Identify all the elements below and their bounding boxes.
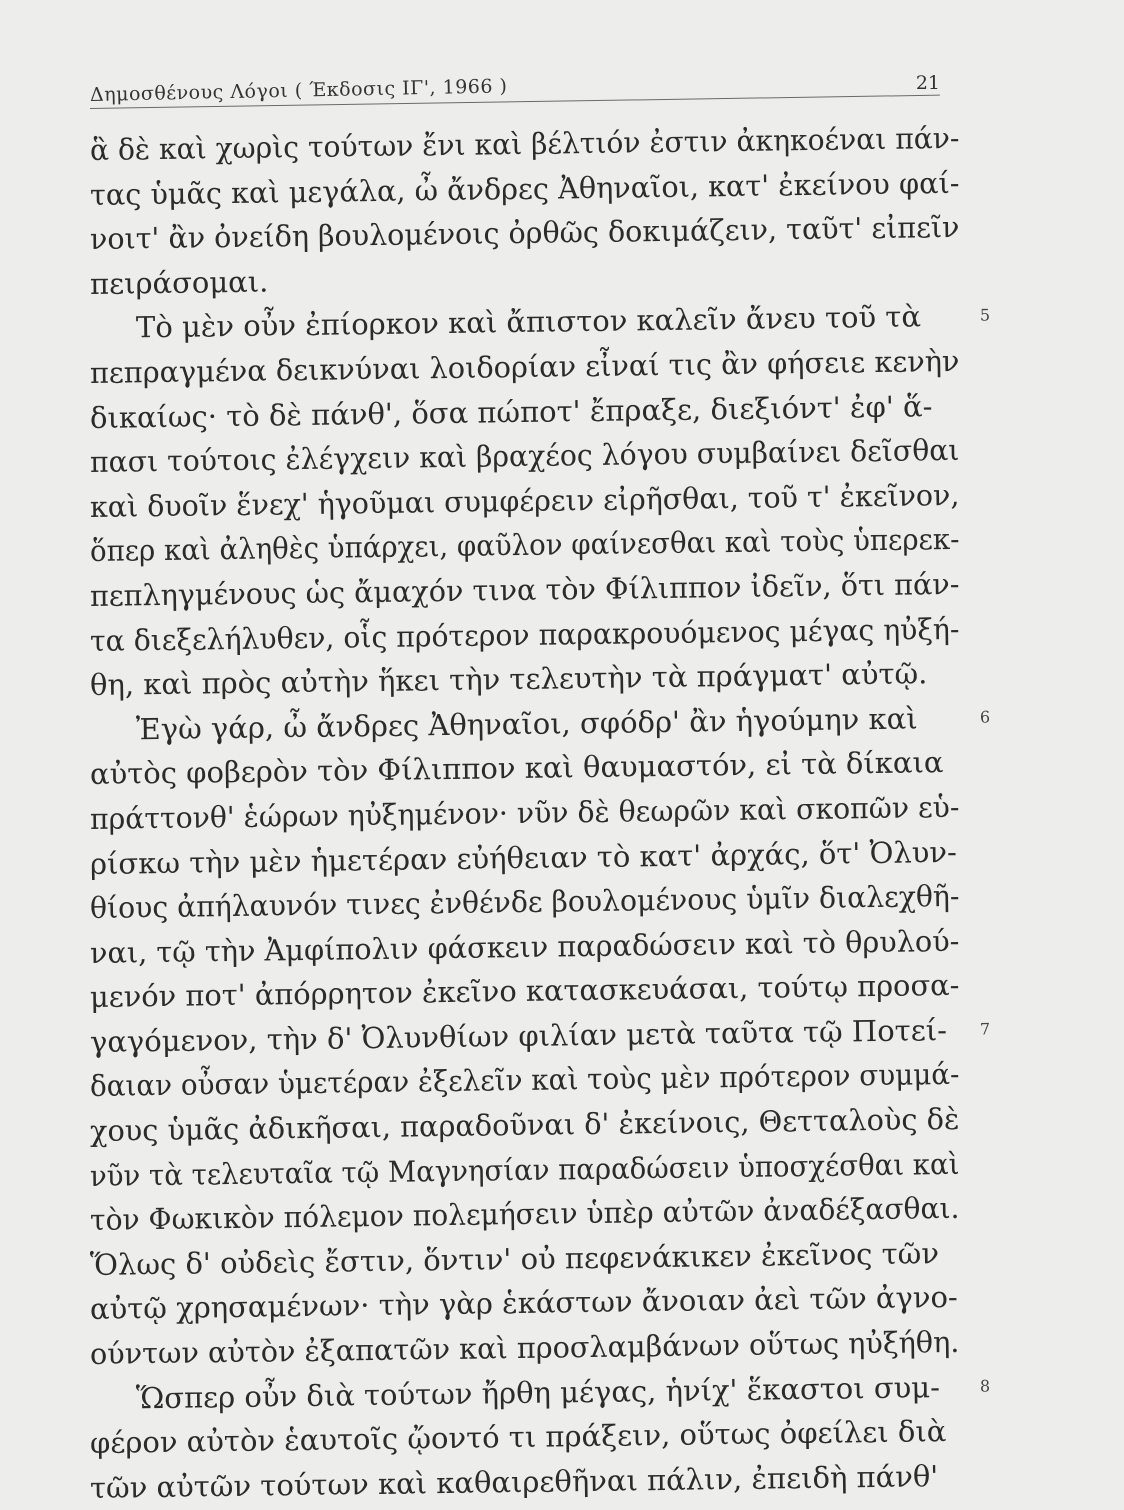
line-text: τῶν αὐτῶν τούτων καὶ καθαιρεθῆναι πάλιν, ἐπειδὴ πάνθ' [89,1458,939,1505]
line-text: πράττονθ' ἑώρων ηὐξημένον· νῦν δὲ θεωρῶν καὶ σκοπῶν εὑ- [89,789,960,836]
page-number: 21 [915,72,940,94]
line-text: αὐτὸς φοβερὸν τὸν Φίλιππον καὶ θαυμαστόν, εἰ τὰ δίκαια [89,745,944,792]
line-text: τὸν Φωκικὸν πόλεμον πολεμήσειν ὑπὲρ αὐτῶν ἀναδέξασθαι. [89,1191,960,1238]
line-text: Ἐγὼ γάρ, ὦ ἄνδρες Ἀθηναῖοι, σφόδρ' ἂν ἡγούμην καὶ [135,701,918,747]
line-text: δικαίως· τὸ δὲ πάνθ', ὅσα πώποτ' ἔπραξε, διεξιόντ' ἐφ' ἅ- [89,388,933,435]
line-text: ὅπερ καὶ ἀληθὲς ὑπάρχει, φαῦλον φαίνεσθαι καὶ τοὺς ὑπερεκ- [89,522,960,569]
line-text: τα διεξελήλυθεν, οἷς πρότερον παρακρουόμενος μέγας ηὐξή- [89,611,960,658]
line-text: γαγόμενον, τὴν δ' Ὀλυνθίων φιλίαν μετὰ ταῦτα τῷ Ποτεί- [89,1012,948,1059]
line-text: πεπληγμένους ὡς ἄμαχόν τινα τὸν Φίλιππον ἰδεῖν, ὅτι πάν- [89,566,960,613]
line-text: Ὅλως δ' οὐδεὶς ἔστιν, ὅντιν' οὐ πεφενάκικεν ἐκεῖνος τῶν [89,1235,940,1282]
line-text: μενόν ποτ' ἀπόρρητον ἐκεῖνο κατασκευάσαι, τούτῳ προσα- [89,968,960,1015]
running-head [90,70,940,110]
line-text: καὶ δυοῖν ἕνεχ' ἡγοῦμαι συμφέρειν εἰρῆσθαι, τοῦ τ' ἐκεῖνον, [89,477,960,524]
line-text: πειράσομαι. [89,264,269,301]
line-text: θίους ἀπήλαυνόν τινες ἐνθένδε βουλομένους ὑμῖν διαλεχθῆ- [89,878,960,926]
section-number: 5 [979,305,991,325]
line-text: πεπραγμένα δεικνύναι λοιδορίαν εἶναί τις ἂν φήσειε κενὴν [89,343,960,390]
line-text: ναι, τῷ τὴν Ἀμφίπολιν φάσκειν παραδώσειν καὶ τὸ θρυλού- [89,923,960,970]
line-text: ούντων αὐτὸν ἐξαπατῶν καὶ προσλαμβάνων οὕτως ηὐξήθη. [89,1324,960,1372]
line-text: χους ὑμᾶς ἀδικῆσαι, παραδοῦναι δ' ἐκείνοις, Θετταλοὺς δὲ [89,1101,960,1149]
line-text: πασι τούτοις ἐλέγχειν καὶ βραχέος λόγου συμβαίνει δεῖσθαι [89,433,960,480]
line-text: δαιαν οὖσαν ὑμετέραν ἐξελεῖν καὶ τοὺς μὲν πρότερον συμμά- [89,1057,960,1104]
line-text: ἃ δὲ καὶ χωρὶς τούτων ἔνι καὶ βέλτιόν ἐστιν ἀκηκοέναι πάν- [89,120,960,167]
line-text: θη, καὶ πρὸς αὐτὴν ἥκει τὴν τελευτὴν τὰ πράγματ' αὐτῷ. [89,656,928,703]
line-text: νῦν τὰ τελευταῖα τῷ Μαγνησίαν παραδώσειν ὑποσχέσθαι καὶ [89,1146,960,1193]
line-text: Τὸ μὲν οὖν ἐπίορκον καὶ ἄπιστον καλεῖν ἄνευ τοῦ τὰ [135,299,922,345]
line-text: φέρον αὐτὸν ἑαυτοῖς ᾤοντό τι πράξειν, οὕτως ὀφείλει διὰ [89,1414,947,1461]
section-number: 7 [979,1019,991,1039]
section-number: 8 [979,1376,991,1396]
section-number: 6 [979,707,991,727]
body-text [89,120,991,1510]
line-text: νοιτ' ἂν ὀνείδη βουλομένοις ὀρθῶς δοκιμάζειν, ταῦτ' εἰπεῖν [89,210,960,257]
line-text: αὐτῷ χρησαμένων· τὴν γὰρ ἑκάστων ἄνοιαν ἀεὶ τῶν ἀγνο- [89,1280,958,1327]
line-text: ρίσκω τὴν μὲν ἡμετέραν εὐήθειαν τὸ κατ' ἀρχάς, ὅτ' Ὀλυν- [89,834,958,881]
running-title: Δημοσθένους Λόγοι ( Έκδοσις ΙΓ', 1966 ) [89,75,508,106]
line-text: Ὥσπερ οὖν διὰ τούτων ἤρθη μέγας, ἡνίχ' ἕκαστοι συμ- [135,1369,941,1415]
line-text: τας ὑμᾶς καὶ μεγάλα, ὦ ἄνδρες Ἀθηναῖοι, κατ' ἐκείνου φαί- [89,165,960,212]
